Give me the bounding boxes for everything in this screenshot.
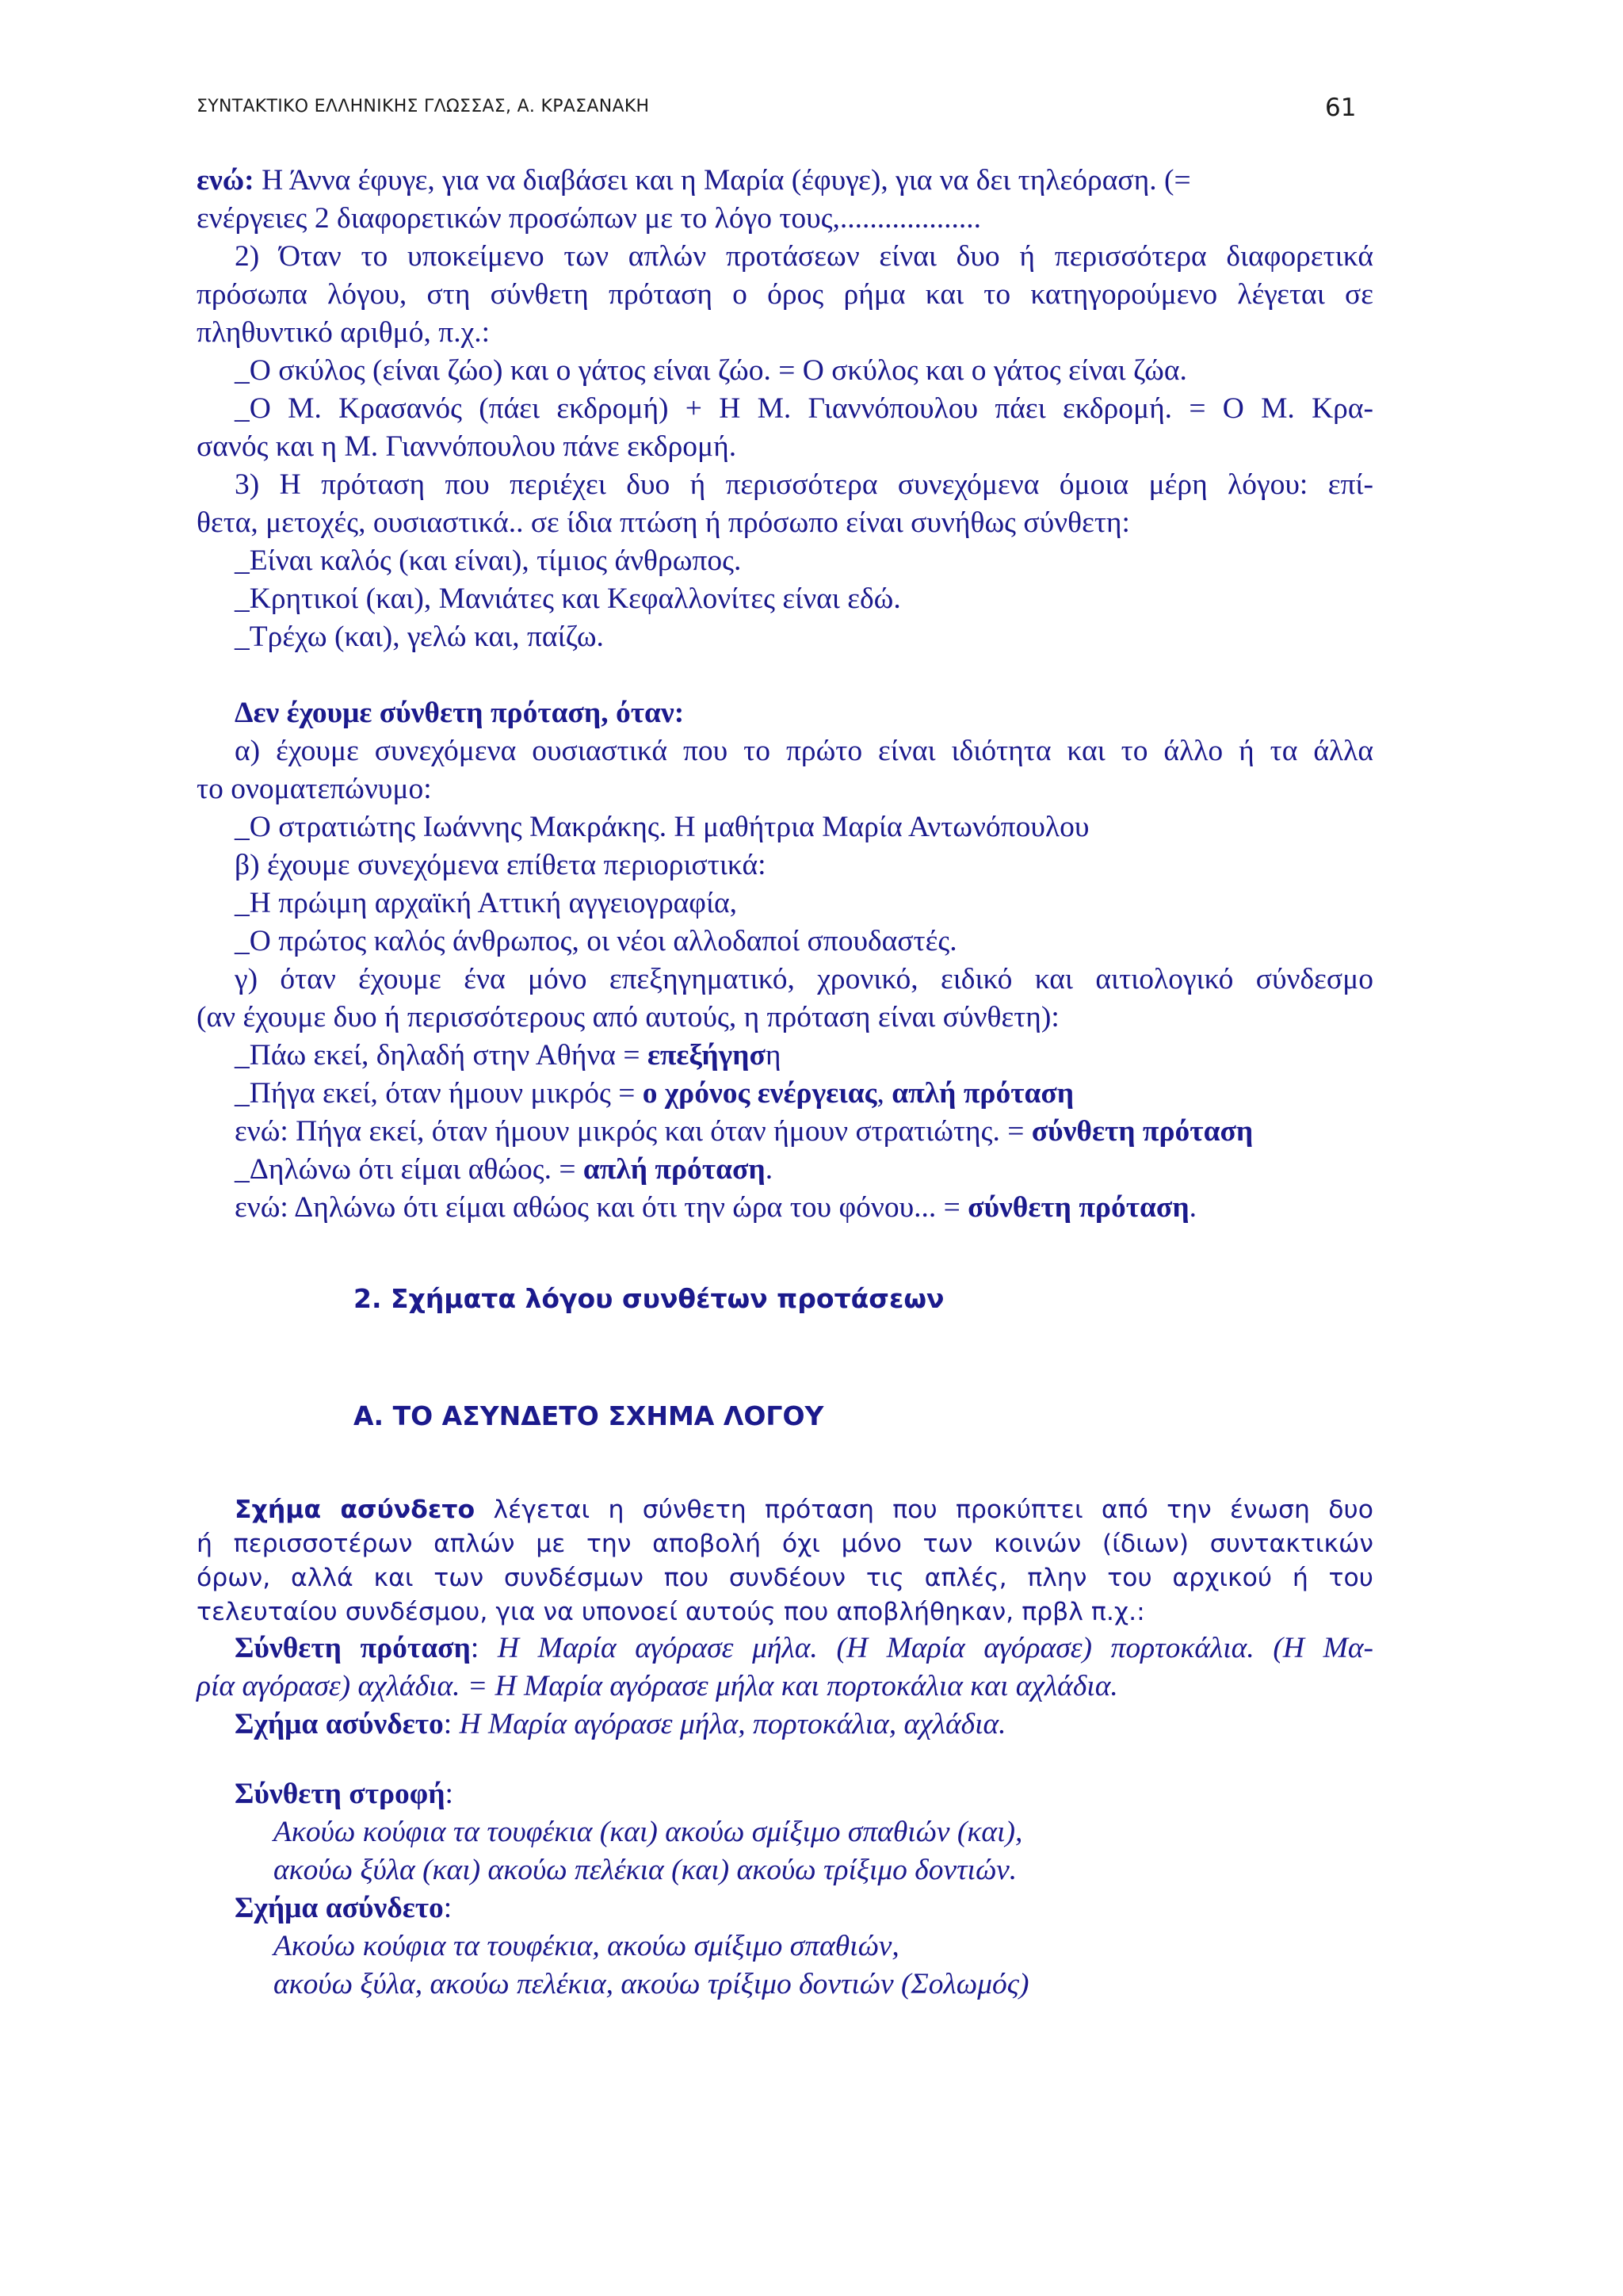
definition-line: όρων, αλλά και των συνδέσμων που συνδέουν τις απλές, πλην του αρχικού ή του — [197, 1564, 1373, 1592]
example-line: _Ο σκύλος (είναι ζώο) και ο γάτος είναι ζώο. = Ο σκύλος και ο γάτος είναι ζώα. — [235, 354, 1187, 387]
paragraph-line: ενέργειες 2 διαφορετικών προσώπων με το λόγο τους,................... — [197, 202, 982, 235]
spacer — [197, 656, 1373, 694]
italic-example: Η Μαρία αγόρασε μήλα. (Η Μαρία αγόρασε) πορτοκάλια. (Η Μα- — [497, 1632, 1373, 1664]
verse-line: ακούω ξύλα (και) ακούω πελέκια (και) ακούω τρίξιμο δοντιών. — [273, 1854, 1018, 1886]
paragraph-line: θετα, μετοχές, ουσιαστικά.. σε ίδια πτώση ή πρόσωπο είναι συνήθως σύνθετη: — [197, 506, 1130, 539]
subsection-heading: Α. ΤΟ ΑΣΥΝΔΕΤΟ ΣΧΗΜΑ ΛΟΓΟΥ — [353, 1400, 824, 1431]
bold-term: απλή πρόταση — [582, 1153, 766, 1186]
example-line — [197, 1629, 1373, 1668]
example-line — [197, 1037, 1373, 1075]
verse-line: Ακούω κούφια τα τουφέκια (και) ακούω σμίξιμο σπαθιών (και), — [273, 1816, 1023, 1848]
example-line — [197, 1706, 1373, 1744]
strophe-label — [197, 1889, 1373, 1927]
text-run: , — [876, 1077, 892, 1110]
example-line: σανός και η Μ. Γιαννόπουλου πάνε εκδρομή. — [197, 430, 737, 463]
text-run: . — [765, 1153, 773, 1186]
example-line: _Ο πρώτος καλός άνθρωπος, οι νέοι αλλοδαποί σπουδαστές. — [235, 925, 957, 957]
spacer — [197, 1461, 1373, 1493]
paragraph-line — [197, 162, 1373, 200]
example-line — [197, 1151, 1373, 1189]
example-line: _Ο Μ. Κρασανός (πάει εκδρομή) + Η Μ. Γιαννόπουλου πάει εκδρομή. = Ο Μ. Κρα- — [235, 392, 1373, 425]
bold-term: απλή πρόταση — [892, 1077, 1075, 1110]
verse-line: Ακούω κούφια τα τουφέκια, ακούω σμίξιμο σπαθιών, — [273, 1930, 899, 1962]
running-header: ΣΥΝΤΑΚΤΙΚΟ ΕΛΛΗΝΙΚΗΣ ΓΛΩΣΣΑΣ, Α. ΚΡΑΣΑΝΑΚΗ — [197, 97, 650, 117]
page-number: 61 — [1325, 94, 1357, 122]
example-line: _Είναι καλός (και είναι), τίμιος άνθρωπος. — [235, 544, 742, 577]
section-heading: Δεν έχουμε σύνθετη πρόταση, όταν: — [235, 697, 685, 729]
example-line — [197, 1113, 1373, 1151]
page-body — [197, 162, 1373, 2004]
paragraph-line: 3) Η πρόταση που περιέχει δυο ή περισσότερα συνεχόμενα όμοια μέρη λόγου: επί- — [235, 468, 1373, 501]
example-line — [197, 1189, 1373, 1227]
bold-term: επεξήγησ — [647, 1039, 766, 1072]
text-run: η — [765, 1039, 781, 1072]
example-line: _Κρητικοί (και), Μανιάτες και Κεφαλλονίτες είναι εδώ. — [235, 583, 901, 615]
text-run: Η Άννα έφυγε, για να διαβάσει και η Μαρία (έφυγε), για να δει τηλεόραση. (= — [254, 164, 1191, 197]
spacer — [197, 1744, 1373, 1775]
text-run: _Πήγα εκεί, όταν ήμουν μικρός = — [235, 1077, 643, 1110]
example-line: ρία αγόρασε) αχλάδια. = Η Μαρία αγόρασε μήλα και πορτοκάλια και αχλάδια. — [197, 1670, 1118, 1702]
paragraph-line: 2) Όταν το υποκείμενο των απλών προτάσεων είναι δυο ή περισσότερα διαφορετικά — [235, 240, 1373, 273]
text-run: . — [1189, 1191, 1197, 1224]
verse-line: ακούω ξύλα, ακούω πελέκια, ακούω τρίξιμο δοντιών (Σολωμός) — [273, 1968, 1029, 2000]
example-line: _Ο στρατιώτης Ιωάννης Μακράκης. Η μαθήτρια Μαρία Αντωνόπουλου — [235, 811, 1090, 843]
paragraph-line: πρόσωπα λόγου, στη σύνθετη πρόταση ο όρος ρήμα και το κατηγορούμενο λέγεται σε — [197, 278, 1373, 311]
bold-term: Σύνθετη πρόταση — [235, 1632, 471, 1664]
paragraph-line: γ) όταν έχουμε ένα μόνο επεξηγηματικό, χρονικό, ειδικό και αιτιολογικό σύνδεσμο — [235, 963, 1373, 995]
text-run: _Πάω εκεί, δηλαδή στην Αθήνα = — [235, 1039, 647, 1072]
paragraph-line: (αν έχουμε δυο ή περισσότερους από αυτούς, η πρόταση είναι σύνθετη): — [197, 1001, 1060, 1033]
text-run: ενώ: Πήγα εκεί, όταν ήμουν μικρός και όταν ήμουν στρατιώτης. = — [235, 1115, 1032, 1148]
bold-keyword: ενώ: — [197, 164, 254, 197]
bold-term: Σχήμα ασύνδετο — [235, 1708, 444, 1740]
text-run: ενώ: Δηλώνω ότι είμαι αθώος και ότι την ώρα του φόνου... = — [235, 1191, 968, 1224]
spacer — [197, 1344, 1373, 1371]
text-run: : — [470, 1632, 498, 1664]
section-heading: 2. Σχήματα λόγου συνθέτων προτάσεων — [353, 1283, 945, 1314]
paragraph-line: β) έχουμε συνεχόμενα επίθετα περιοριστικά: — [235, 849, 766, 881]
example-line: _Τρέχω (και), γελώ και, παίζω. — [235, 621, 604, 653]
text-run: λέγεται η σύνθετη πρόταση που προκύπτει από την ένωση δυο — [475, 1496, 1373, 1524]
spacer — [197, 1227, 1373, 1254]
text-run: : — [443, 1708, 460, 1740]
bold-term: Σύνθετη στροφή — [235, 1778, 445, 1810]
text-run: : — [445, 1778, 453, 1810]
text-run: : — [443, 1892, 453, 1924]
paragraph-line: α) έχουμε συνεχόμενα ουσιαστικά που το πρώτο είναι ιδιότητα και το άλλο ή τα άλλα — [235, 735, 1373, 767]
example-line: _Η πρώιμη αρχαϊκή Αττική αγγειογραφία, — [235, 887, 738, 919]
bold-term: σύνθετη πρόταση — [1031, 1115, 1254, 1148]
bold-term: ο χρόνος ενέργειας — [642, 1077, 877, 1110]
text-run: _Δηλώνω ότι είμαι αθώος. = — [235, 1153, 583, 1186]
definition-line: τελευταίου συνδέσμου, για να υπονοεί αυτούς που αποβλήθηκαν, πρβλ π.χ.: — [197, 1598, 1145, 1626]
definition-line — [197, 1493, 1373, 1527]
bold-term: Σχήμα ασύνδετο — [235, 1496, 475, 1524]
paragraph-line: πληθυντικό αριθμό, π.χ.: — [197, 316, 491, 349]
strophe-label — [197, 1775, 1373, 1813]
example-line — [197, 1075, 1373, 1113]
italic-example: Η Μαρία αγόρασε μήλα, πορτοκάλια, αχλάδια. — [459, 1708, 1006, 1740]
definition-line: ή περισσοτέρων απλών με την αποβολή όχι μόνο των κοινών (ίδιων) συντακτικών — [197, 1530, 1373, 1558]
bold-term: σύνθετη πρόταση — [968, 1191, 1190, 1224]
paragraph-line: το ονοματεπώνυμο: — [197, 773, 432, 805]
bold-term: Σχήμα ασύνδετο — [235, 1892, 444, 1924]
